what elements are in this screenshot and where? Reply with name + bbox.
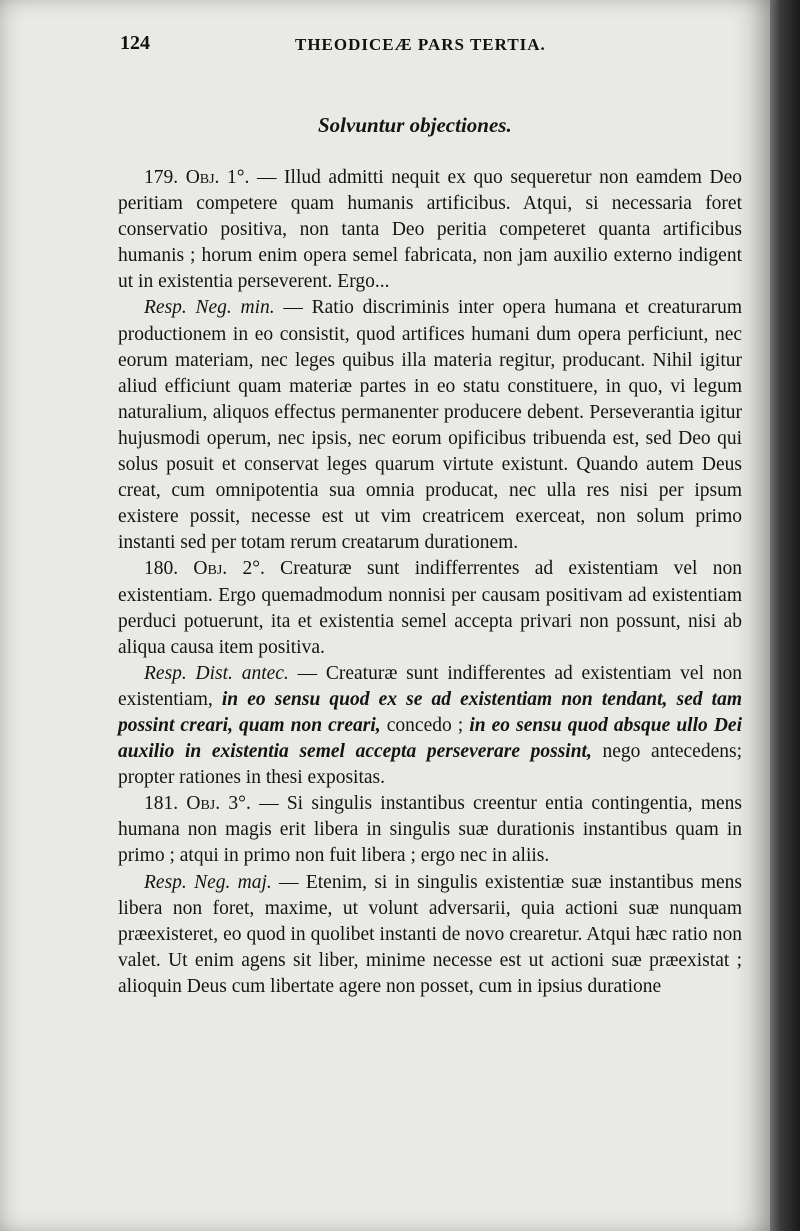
page-edge-shadow [770, 0, 800, 1231]
response-text: — Creaturæ sunt indifferentes ad existentiam vel non existentiam, [118, 662, 743, 710]
running-title: THEODICEÆ PARS TERTIA. [295, 35, 546, 54]
response-179 [118, 295, 742, 556]
objection-text: Creaturæ sunt indifferrentes ad existentiam vel non existentiam. Ergo quemadmodum nonnisi per causam positivam ad existentiam perduci potuerunt, ita et existentia semel accepta privari non possunt, nisi ab aliqua causa item positiva. [118, 558, 742, 658]
response-text: nego antecedens; propter rationes in thesi expositas. [118, 741, 742, 789]
paragraph-number: 181. [144, 793, 179, 815]
objection-label: Obj. 3°. [186, 793, 251, 815]
objection-label: Obj. 1°. [185, 167, 250, 188]
objection-180 [118, 556, 742, 660]
body-text [118, 165, 742, 1000]
objection-179 [118, 165, 742, 295]
objection-label: Obj. 2°. [193, 558, 265, 580]
objection-181 [118, 791, 742, 869]
section-title: Solvuntur objectiones. [318, 113, 512, 137]
response-180 [118, 661, 742, 791]
emphasis-text: in eo sensu quod ex se ad existentiam non tendant, sed tam possint creari, quam non creari, [118, 688, 742, 736]
paragraph-number: 179. [144, 167, 179, 188]
response-label: Resp. Neg. maj. [144, 871, 272, 893]
response-text: concedo ; [380, 714, 470, 736]
response-181 [118, 870, 742, 1000]
response-label: Resp. Dist. antec. [144, 662, 289, 684]
page-header [120, 30, 590, 60]
objection-text: — Si singulis instantibus creentur entia contingentia, mens humana non magis erit libera in singulis suæ durationis instantibus quam in primo ; atqui in primo non fuit libera ; ergo nec in aliis. [118, 793, 743, 867]
page-number: 124 [120, 32, 150, 54]
response-label: Resp. Neg. min. [144, 297, 275, 319]
paragraph-number: 180. [144, 558, 179, 580]
response-text: — Etenim, si in singulis existentiæ suæ instantibus mens libera non foret, maxime, ut volunt adversarii, quia actioni suæ nunquam præexisteret, eo quod in quolibet instanti de novo crearetur. Atqui hæc ratio non valet. Ut enim agens sit liber, minime necesse est ut actioni suæ præexistat ; alioquin Deus cum libertate agere non posset, cum in ipsius duratione [118, 871, 742, 997]
objection-text: — Illud admitti nequit ex quo sequeretur non eamdem Deo peritiam competere quam humanis artificibus. Atqui, si necessaria foret conservatio positiva, non tanta Deo peritia competeret quanta artificibus humanis ; horum enim opera semel fabricata, non jam auxilio externo indigent ut in existentia perseverent. Ergo... [118, 167, 742, 293]
emphasis-text: in eo sensu quod absque ullo Dei auxilio in existentia semel accepta perseverare possint, [118, 714, 742, 763]
response-text: — Ratio discriminis inter opera humana et creaturarum productionem in eo consistit, quod artifices humani dum opera perficiunt, nec eorum materiam, nec leges quibus illa materia regitur, producant. Nihil igitur aliud efficiunt quam materiæ partes in eo statu constituere, in quo, vi legum naturalium, aliquos effectus permanenter producere debent. Perseverantia igitur hujusmodi operum, nec ipsis, nec eorum opificibus tribuenda est, sed Deo qui solus posuit et conservat leges quarum virtute existunt. Quando autem Deus creat, cum omnipotentia sua omnia producat, nec ulla res nisi per ipsum existere possit, necesse est ut vim creatricem exerceat, non solum primo instanti sed per totam rerum creatarum durationem. [118, 297, 742, 554]
